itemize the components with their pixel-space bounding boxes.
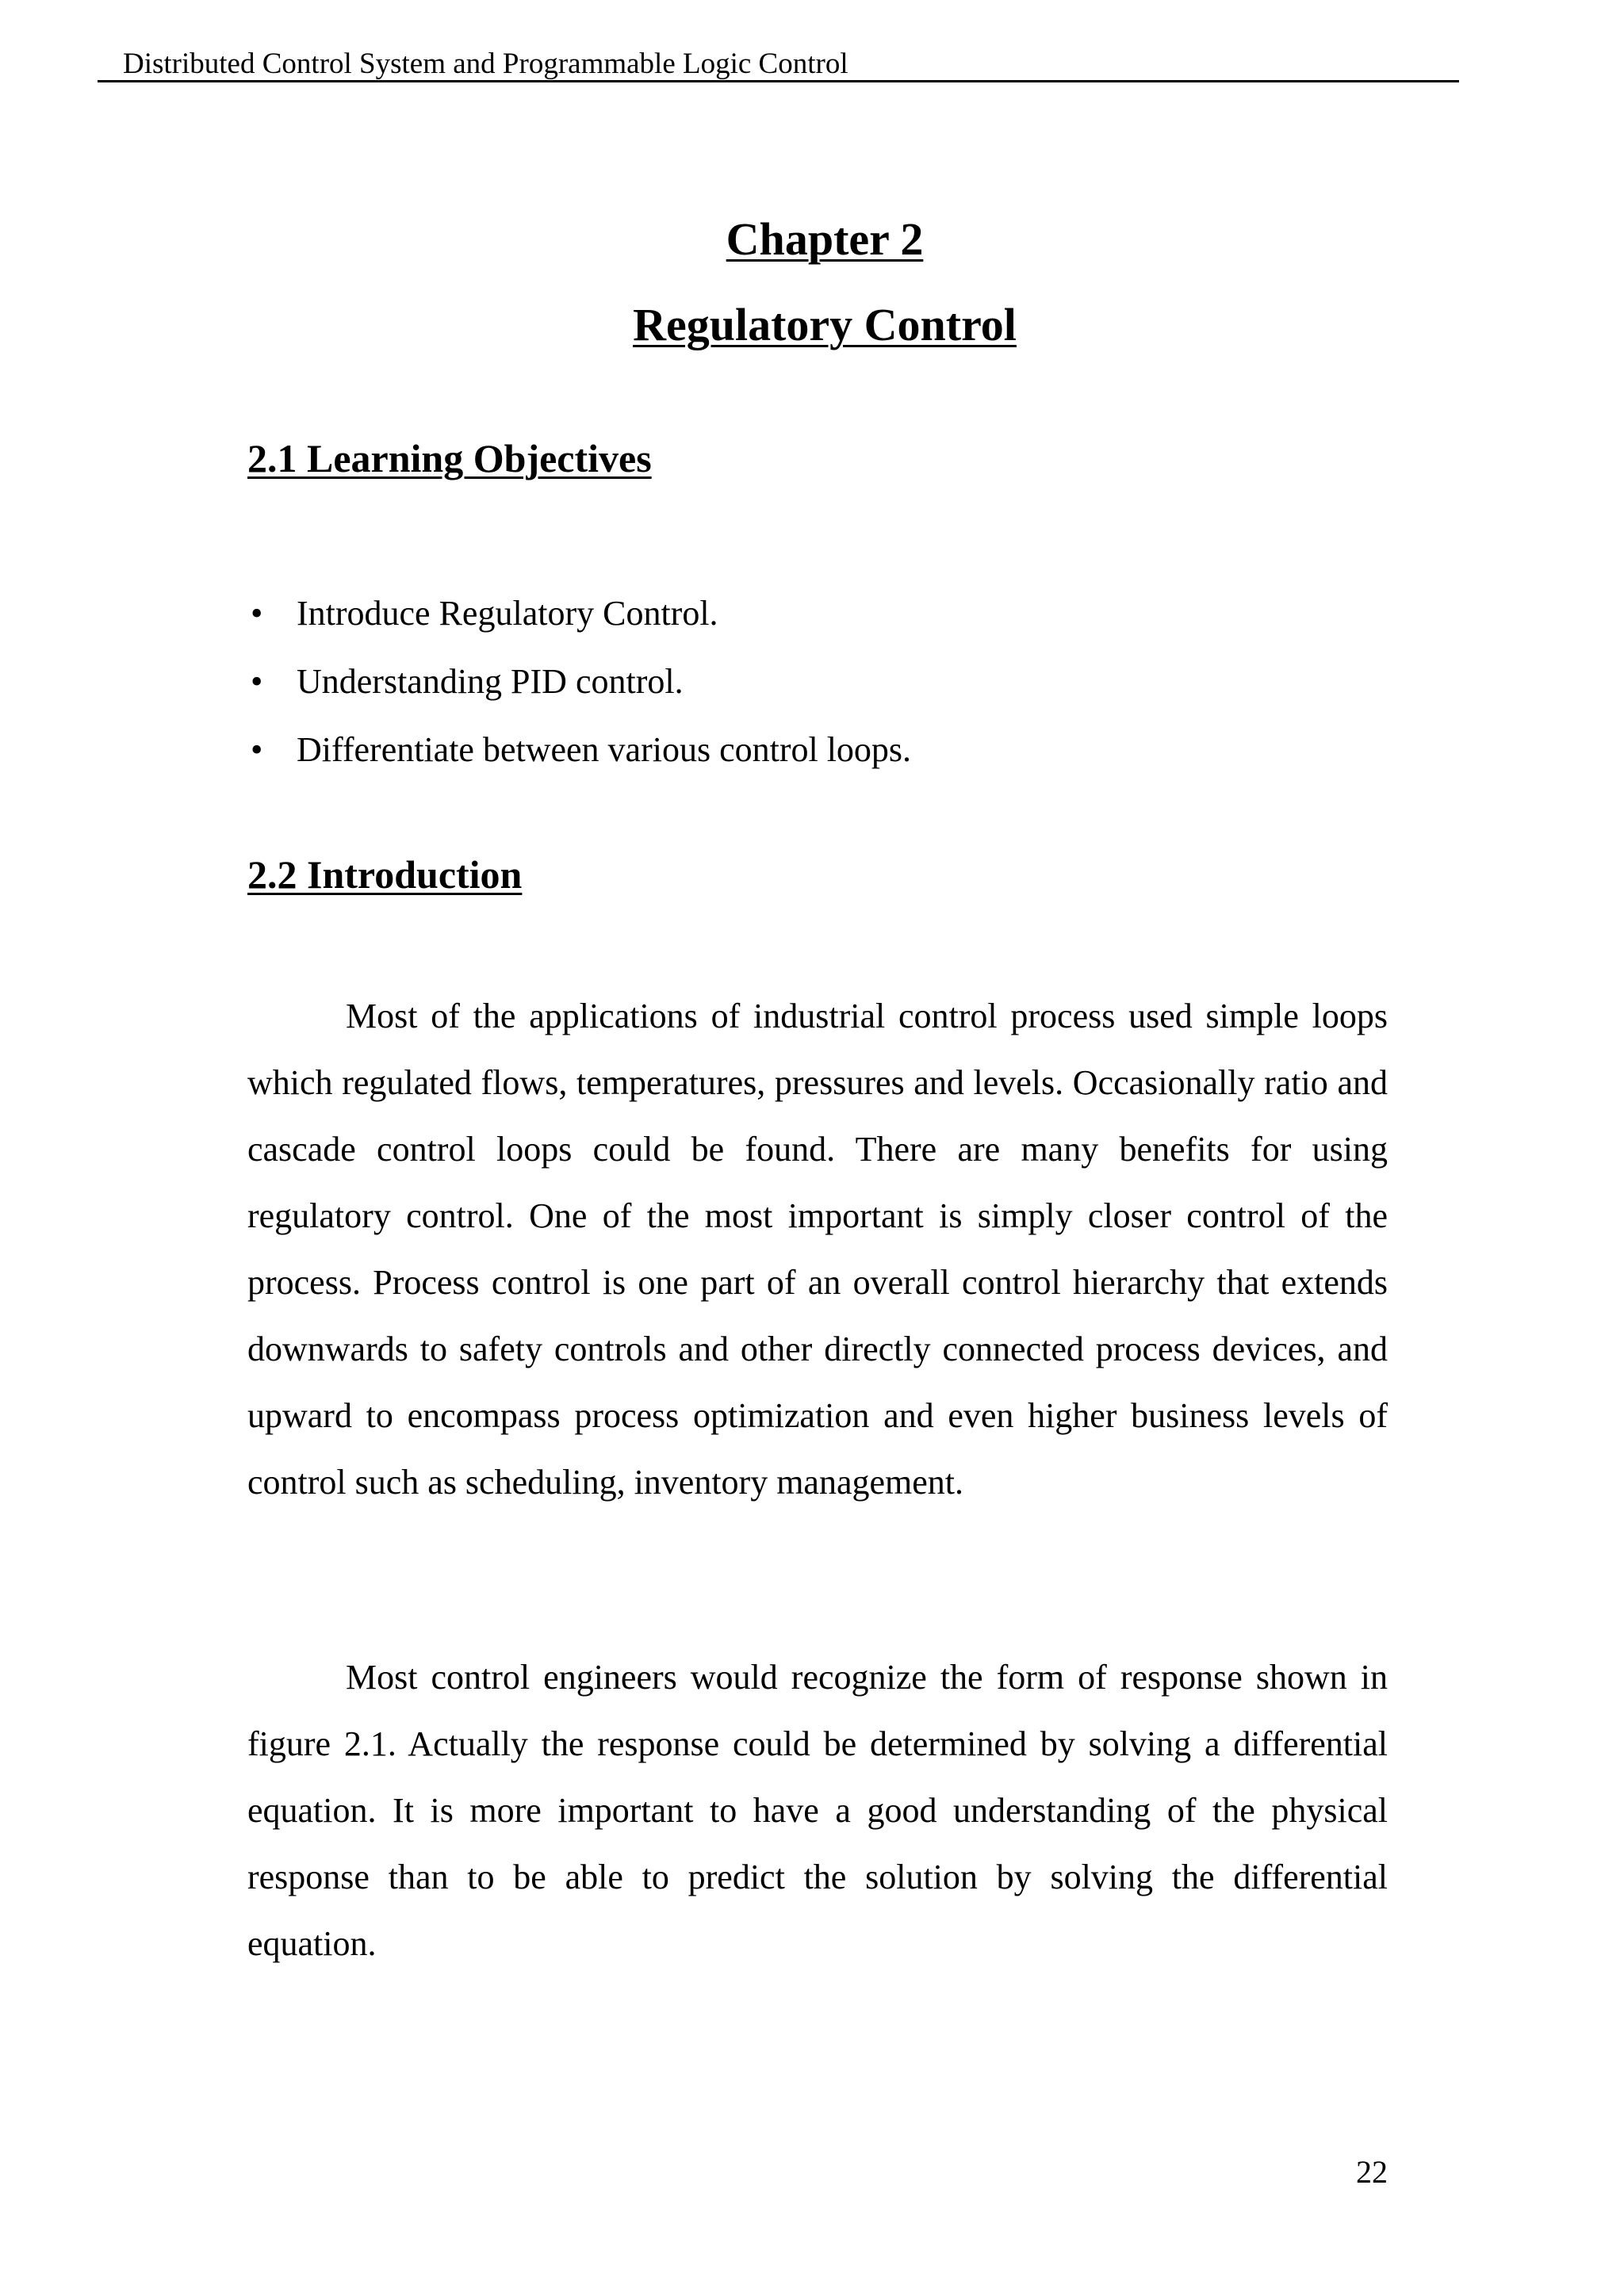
page-number: 22: [1356, 2154, 1388, 2190]
list-item-text: Differentiate between various control loops.: [297, 730, 912, 769]
list-item-text: Understanding PID control.: [297, 662, 684, 701]
bullet-icon: •: [251, 662, 263, 701]
body-paragraph: Most of the applications of industrial control process used simple loops which regulated flows, temperatures, pressures and levels. Occasionally ratio and cascade control loops could be found. There are many benefits for using regulatory control. One of the most important is simply closer control of the process. Process control is one part of an overall control hierarchy that extends downwards to safety controls and other directly connected process devices, and upward to encompass process optimization and even higher business levels of control such as scheduling, inventory management.: [247, 997, 1388, 1502]
body-paragraph: Most control engineers would recognize the form of response shown in figure 2.1. Actually the response could be determined by solving a differential equation. It is more important to have a good understanding of the physical response than to be able to predict the solution by solving the differential equation.: [247, 1658, 1388, 1963]
section-heading-introduction: 2.2 Introduction: [247, 852, 523, 897]
running-header-text: Distributed Control System and Programmable Logic Control: [123, 48, 848, 80]
bullet-icon: •: [251, 730, 263, 769]
section-heading-learning-objectives: 2.1 Learning Objectives: [247, 436, 652, 480]
objectives-list: [247, 580, 911, 784]
chapter-title: Regulatory Control: [633, 299, 1017, 350]
list-item: [247, 716, 911, 784]
list-item-text: Introduce Regulatory Control.: [297, 594, 718, 633]
running-header: [98, 46, 1459, 82]
list-item: [247, 580, 911, 648]
list-item: [247, 648, 911, 716]
chapter-heading: [0, 197, 1624, 368]
bullet-icon: •: [251, 594, 263, 633]
chapter-number: Chapter 2: [726, 213, 924, 265]
